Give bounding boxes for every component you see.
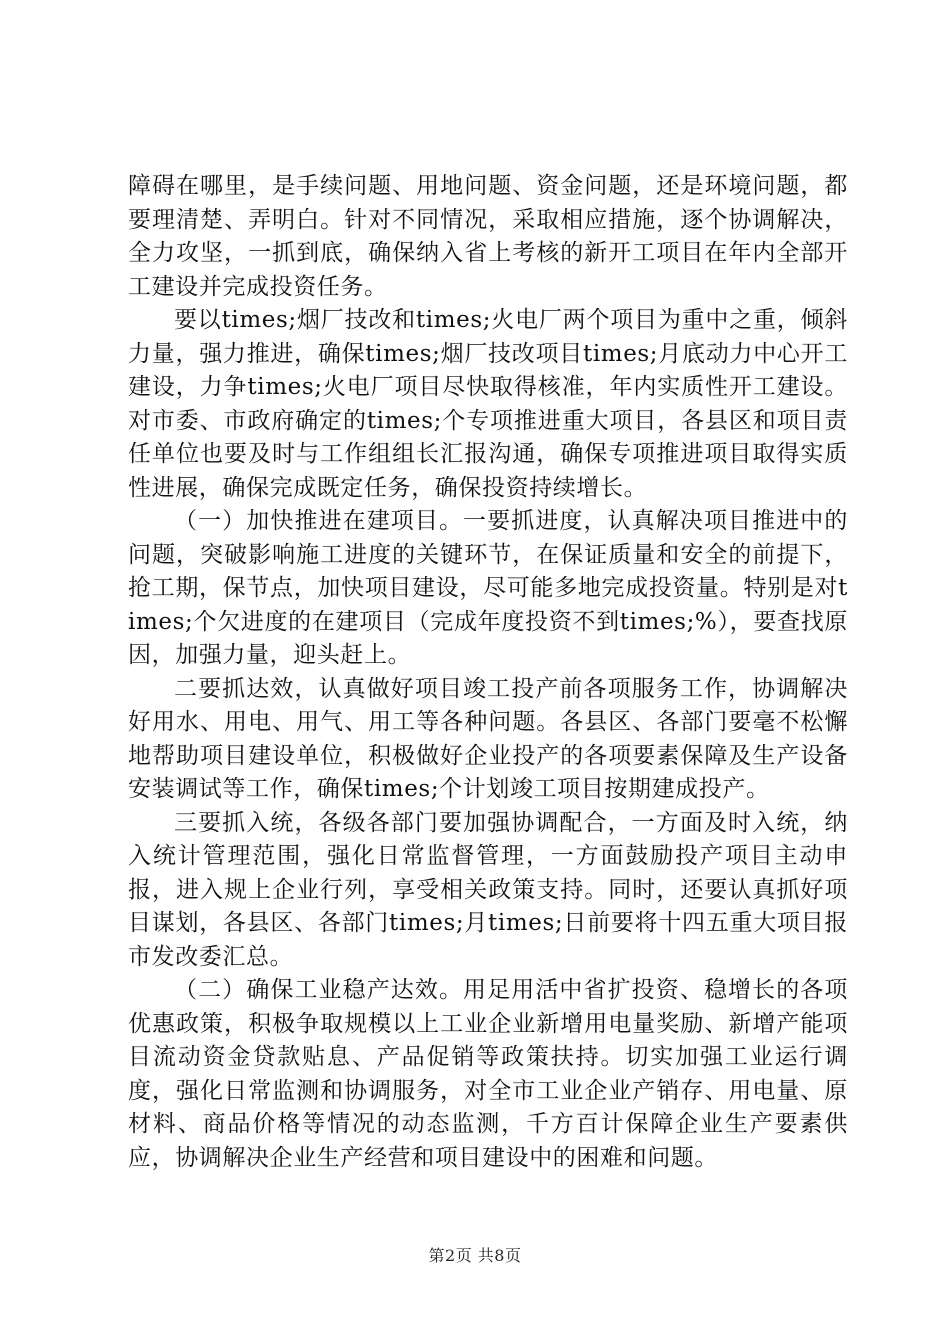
document-body — [128, 170, 848, 1175]
paragraph-section-one: （一）加快推进在建项目。一要抓进度，认真解决项目推进中的问题，突破影响施工进度的关键环节，在保证质量和安全的前提下，抢工期，保节点，加快项目建设，尽可能多地完成投资量。特别是对times;个欠进度的在建项目（完成年度投资不到times;%），要查找原因，加强力量，迎头赶上。 — [128, 508, 848, 668]
paragraph-statistics: 三要抓入统，各级各部门要加强协调配合，一方面及时入统，纳入统计管理范围，强化日常监督管理，一方面鼓励投产项目主动申报，进入规上企业行列，享受相关政策支持。同时，还要认真抓好项目谋划，各县区、各部门times;月times;日前要将十四五重大项目报市发改委汇总。 — [128, 809, 848, 970]
paragraph-section-two: （二）确保工业稳产达效。用足用活中省扩投资、稳增长的各项优惠政策，积极争取规模以上工业企业新增用电量奖励、新增产能项目流动资金贷款贴息、产品促销等政策扶持。切实加强工业运行调度，强化日常监测和协调服务，对全市工业企业产销存、用电量、原材料、商品价格等情况的动态监测，千方百计保障企业生产要素供应，协调解决企业生产经营和项目建设中的困难和问题。 — [128, 977, 848, 1171]
paragraph-continuation: 障碍在哪里，是手续问题、用地问题、资金问题，还是环境问题，都要理清楚、弄明白。针对不同情况，采取相应措施，逐个协调解决，全力攻坚，一抓到底，确保纳入省上考核的新开工项目在年内全部开工建设并完成投资任务。 — [128, 173, 848, 300]
paragraph-completion: 二要抓达效，认真做好项目竣工投产前各项服务工作，协调解决好用水、用电、用气、用工等各种问题。各县区、各部门要毫不松懈地帮助项目建设单位，积极做好企业投产的各项要素保障及生产设备安装调试等工作，确保times;个计划竣工项目按期建成投产。 — [128, 675, 848, 802]
paragraph-key-projects: 要以times;烟厂技改和times;火电厂两个项目为重中之重，倾斜力量，强力推进，确保times;烟厂技改项目times;月底动力中心开工建设，力争times;火电厂项目尽快取得核准，年内实质性开工建设。对市委、市政府确定的times;个专项推进重大项目，各县区和项目责任单位也要及时与工作组组长汇报沟通，确保专项推进项目取得实质性进展，确保完成既定任务，确保投资持续增长。 — [128, 307, 848, 501]
page-number: 第2页 共8页 — [428, 1246, 522, 1265]
